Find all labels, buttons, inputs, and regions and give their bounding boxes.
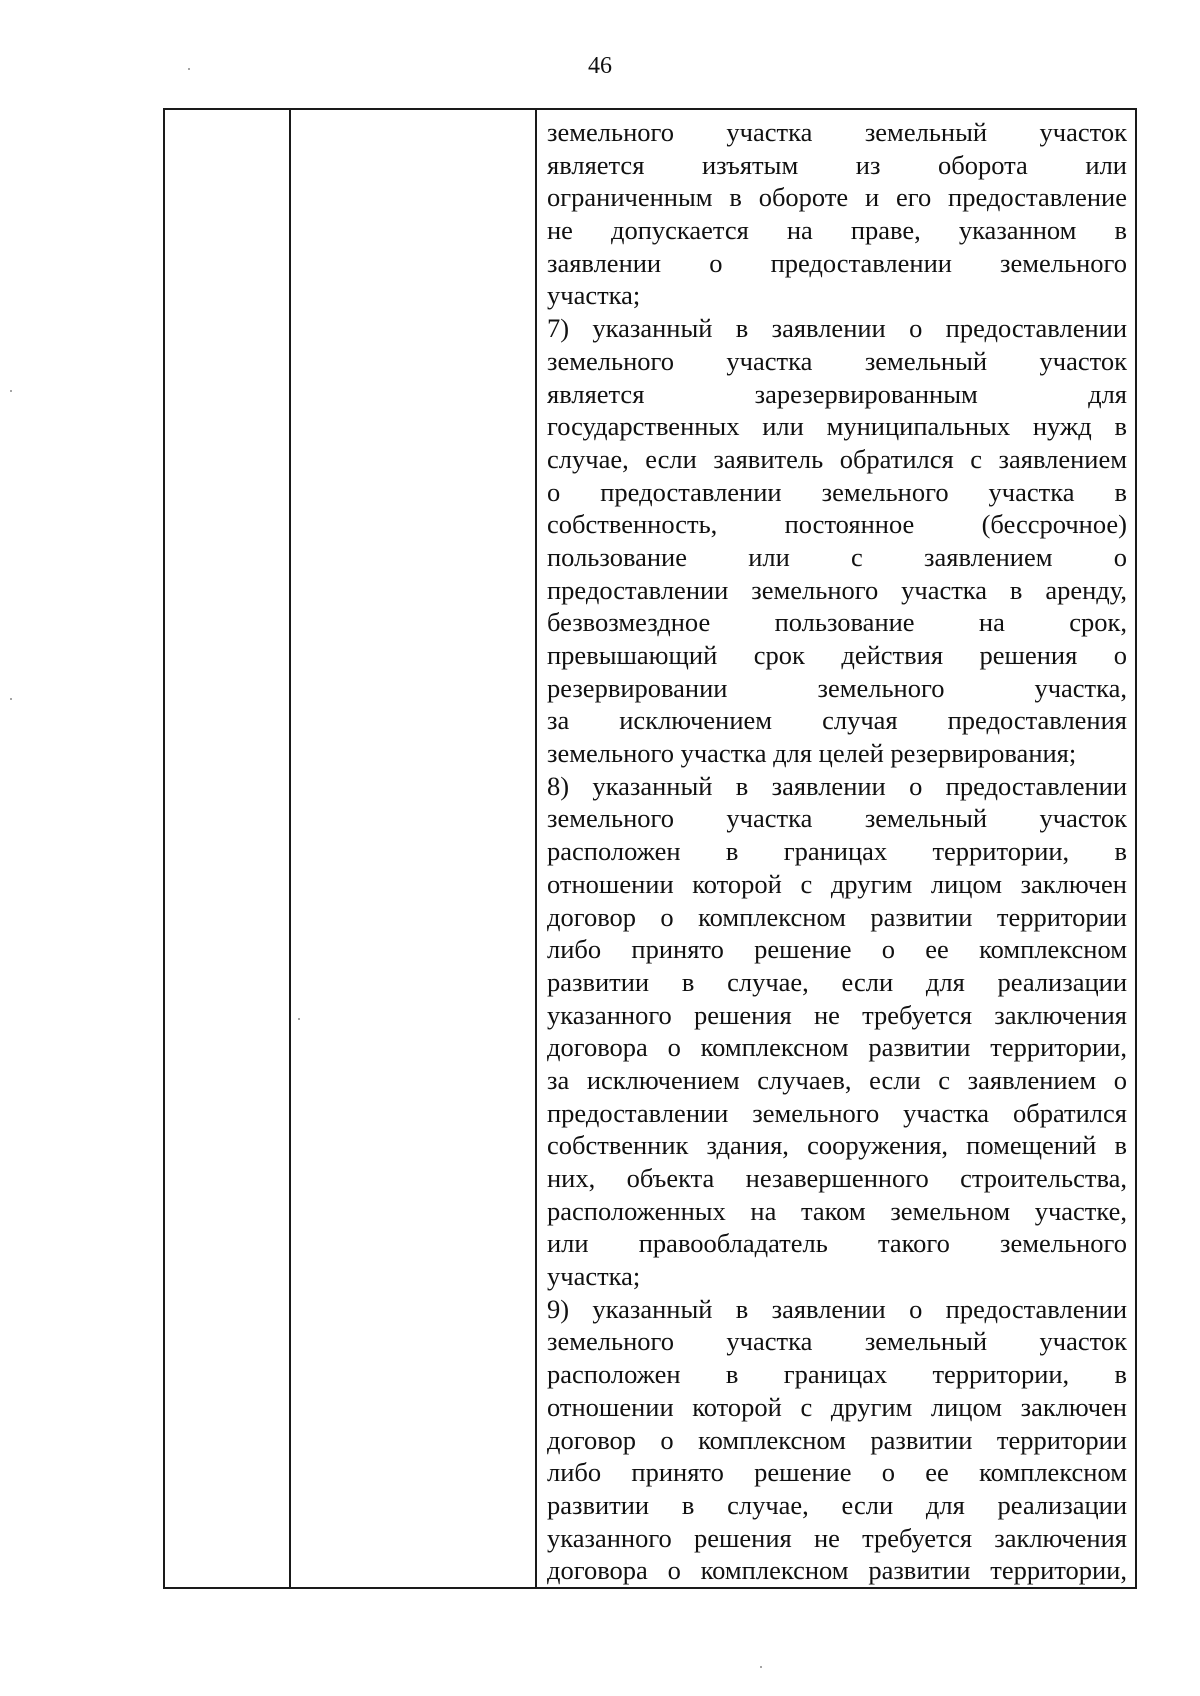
text-line: земельного участка земельный участок — [547, 803, 1127, 834]
text-line: 7) указанный в заявлении о предоставлении — [547, 313, 1127, 344]
text-line: расположен в границах территории, в — [547, 836, 1127, 867]
text-line: либо принято решение о ее комплексном — [547, 934, 1127, 965]
text-line: предоставлении земельного участка в аренду, — [547, 574, 1127, 605]
text-line: земельного участка земельный участок — [547, 345, 1127, 376]
scan-speck — [10, 390, 12, 392]
text-line: безвозмездное пользование на срок, — [547, 607, 1127, 638]
text-line: либо принято решение о ее комплексном — [547, 1457, 1127, 1488]
page-number: 46 — [588, 53, 612, 79]
text-line: отношении которой с другим лицом заключен — [547, 1391, 1127, 1422]
text-line: развитии в случае, если для реализации — [547, 966, 1127, 997]
scan-speck — [760, 1666, 762, 1668]
text-line: них, объекта незавершенного строительства, — [547, 1163, 1127, 1193]
text-line: превышающий срок действия решения о — [547, 640, 1127, 670]
text-line: договор о комплексном развитии территории — [547, 901, 1127, 932]
text-line: государственных или муниципальных нужд в — [547, 411, 1127, 442]
text-line: земельного участка земельный участок — [547, 1326, 1127, 1357]
text-line: собственность, постоянное (бессрочное) — [547, 509, 1127, 540]
text-line: договор о комплексном развитии территории — [547, 1424, 1127, 1455]
text-line: не допускается на праве, указанном в — [547, 215, 1127, 246]
text-line: является зарезервированным для — [547, 378, 1127, 409]
text-line: развитии в случае, если для реализации — [547, 1489, 1127, 1520]
scan-speck — [188, 68, 190, 70]
text-line: земельного участка для целей резервирования; — [547, 738, 1077, 769]
table-cell-col-2 — [290, 109, 536, 1588]
text-line: расположен в границах территории, в — [547, 1359, 1127, 1390]
text-line: ограниченным в обороте и его предоставление — [547, 182, 1127, 213]
text-line: участка; — [547, 1261, 641, 1292]
text-line: участка; — [547, 280, 641, 311]
text-line: случае, если заявитель обратился с заявлением — [547, 443, 1127, 474]
text-line: предоставлении земельного участка обратился — [547, 1097, 1127, 1128]
scan-speck — [298, 1018, 300, 1020]
text-line: резервировании земельного участка, — [547, 672, 1127, 703]
text-line: является изъятым из оборота или — [547, 149, 1127, 180]
table-row — [164, 109, 1136, 1588]
table-cell-col-3 — [536, 109, 1136, 1588]
cell-text-block — [537, 110, 1135, 1587]
text-line: собственник здания, сооружения, помещений в — [547, 1130, 1127, 1161]
text-line: за исключением случаев, если с заявлением о — [547, 1064, 1127, 1095]
text-line: пользование или с заявлением о — [547, 541, 1127, 572]
document-table — [163, 108, 1137, 1589]
text-line: за исключением случая предоставления — [547, 705, 1127, 736]
text-line: указанного решения не требуется заключения — [547, 1522, 1127, 1553]
text-line: 9) указанный в заявлении о предоставлении — [547, 1293, 1127, 1324]
text-line: земельного участка земельный участок — [547, 117, 1127, 147]
scan-speck — [10, 698, 12, 700]
table-cell-col-1 — [164, 109, 290, 1588]
text-line: о предоставлении земельного участка в — [547, 476, 1127, 507]
text-line: или правообладатель такого земельного — [547, 1228, 1127, 1259]
text-line: 8) указанный в заявлении о предоставлении — [547, 770, 1127, 801]
text-line: заявлении о предоставлении земельного — [547, 247, 1127, 278]
text-line: договора о комплексном развитии территории, — [547, 1555, 1127, 1586]
text-line: отношении которой с другим лицом заключен — [547, 868, 1127, 899]
text-line: расположенных на таком земельном участке, — [547, 1195, 1127, 1226]
text-line: договора о комплексном развитии территории, — [547, 1032, 1127, 1063]
text-line: указанного решения не требуется заключения — [547, 999, 1127, 1030]
